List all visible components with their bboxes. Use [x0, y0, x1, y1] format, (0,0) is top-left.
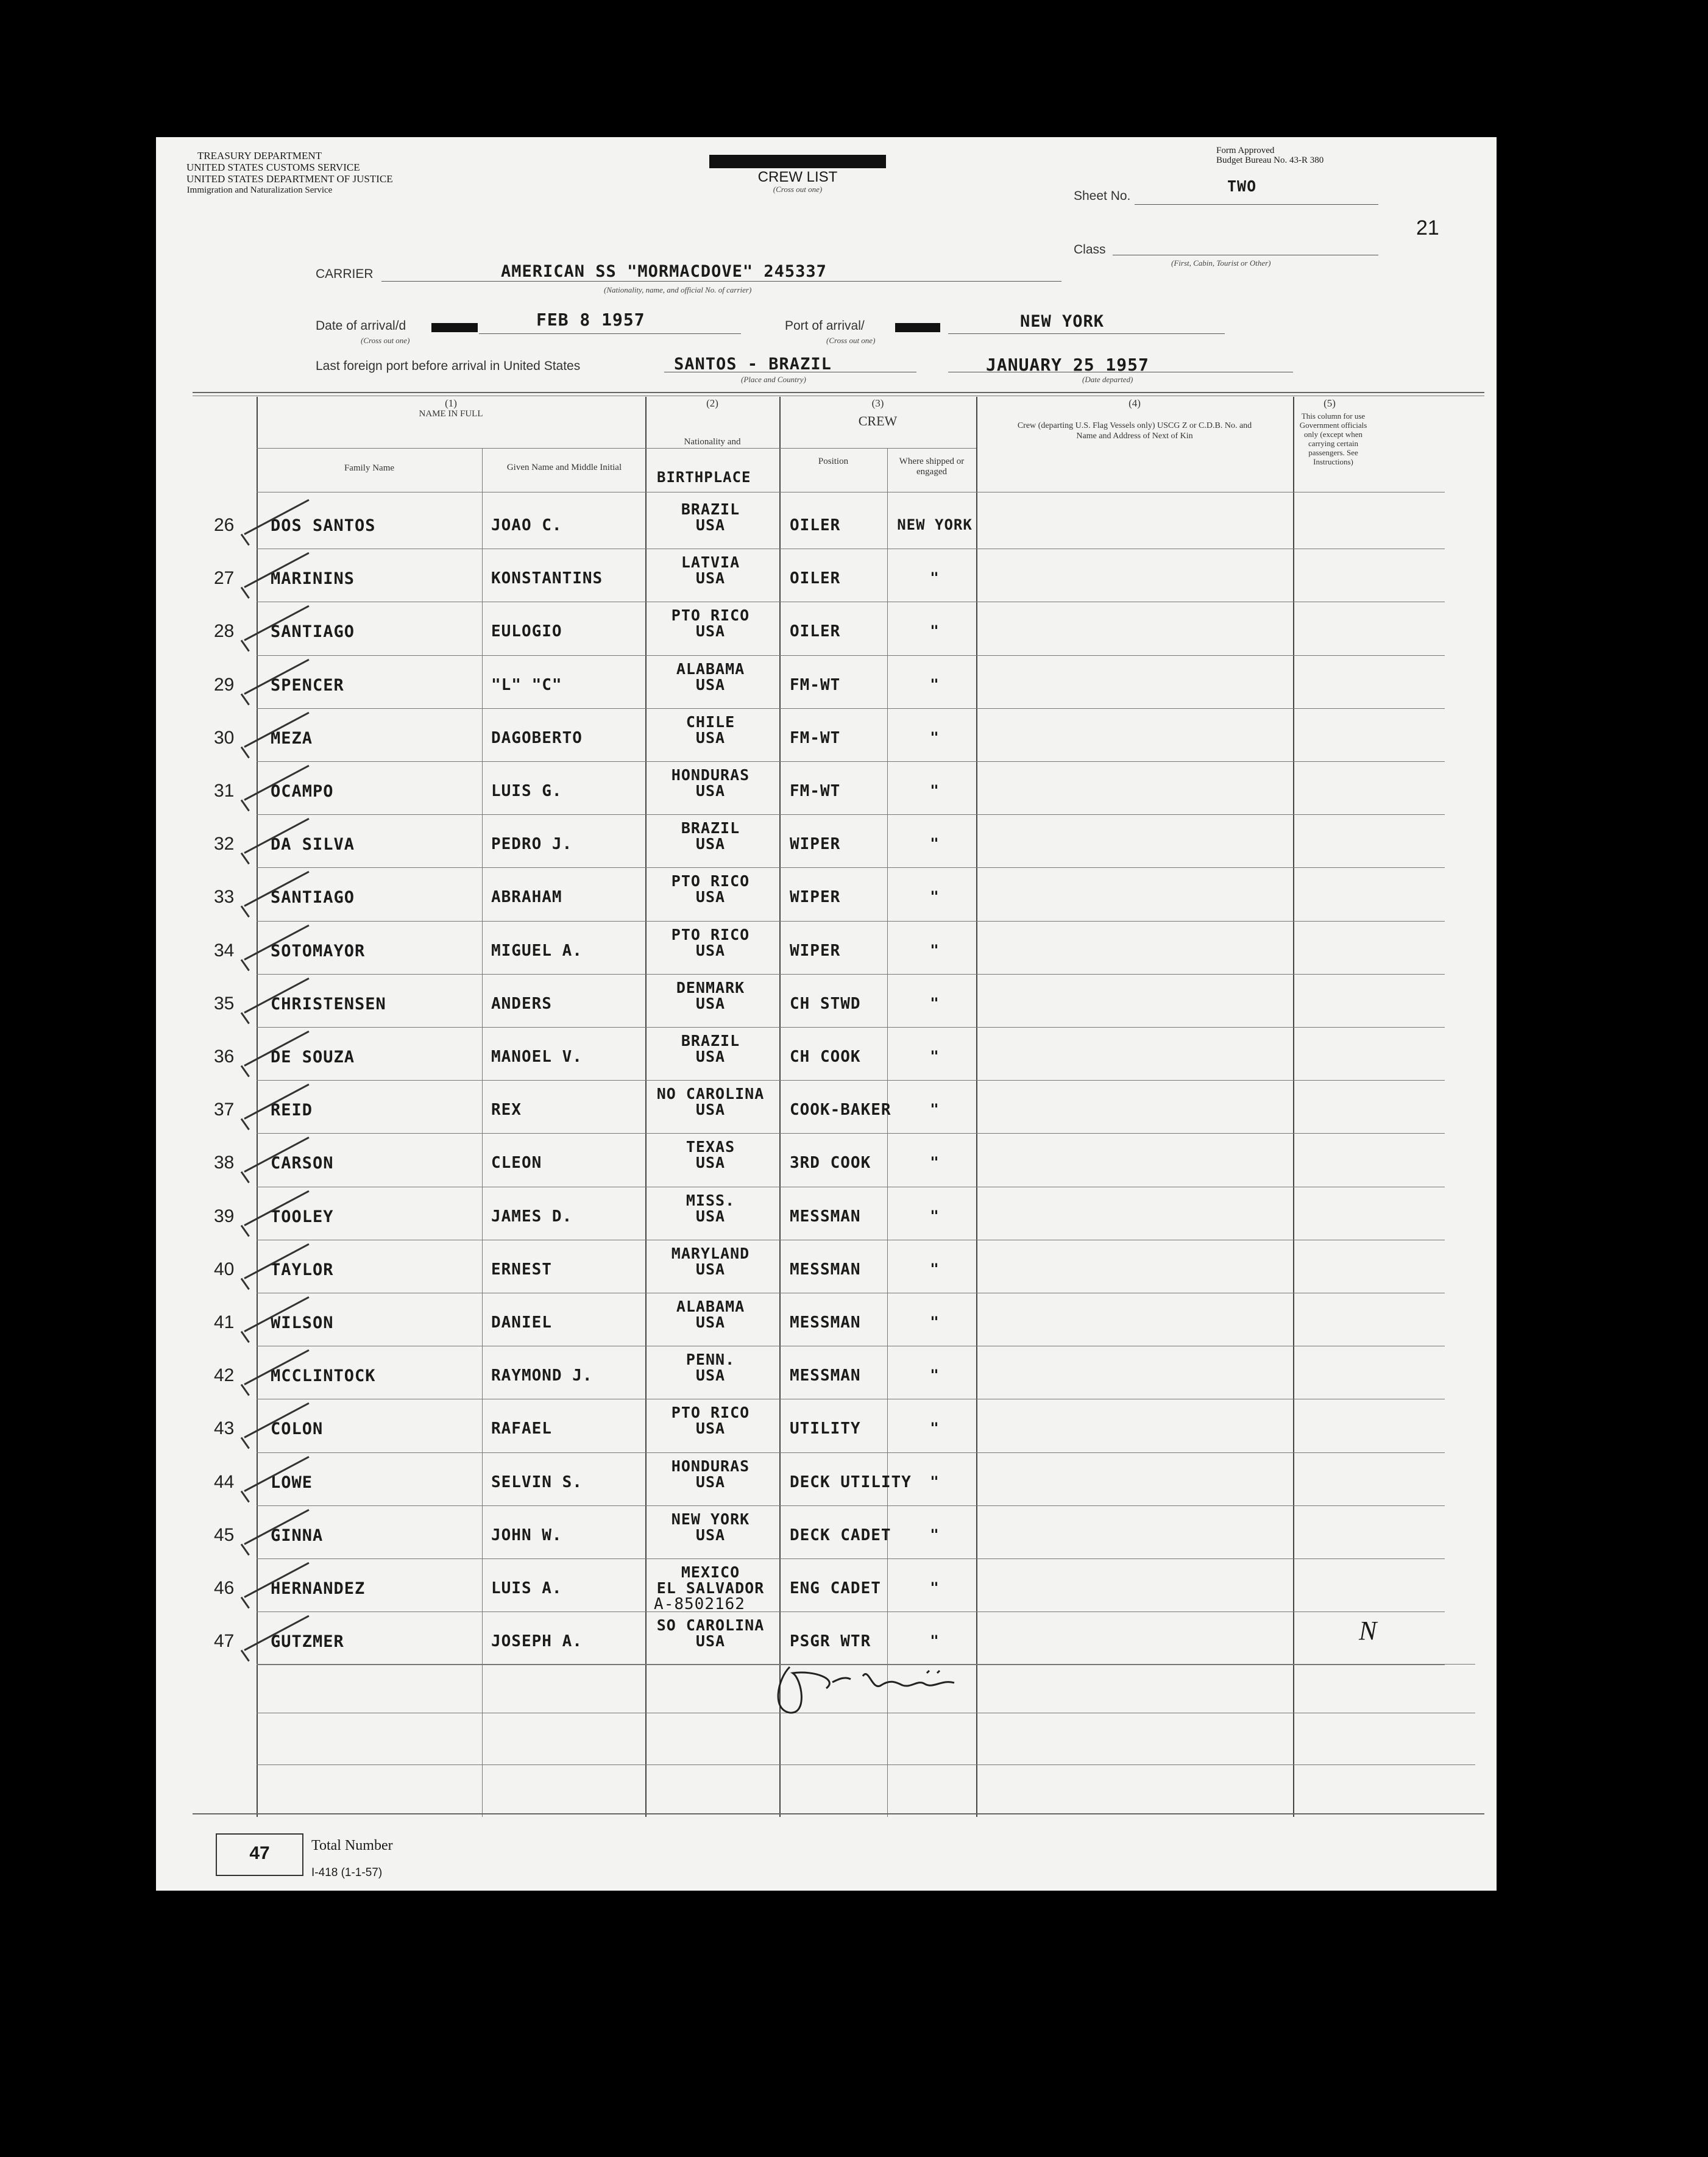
given-name-cell: SELVIN S.: [491, 1473, 583, 1491]
arrival-date-value: FEB 8 1957: [536, 310, 645, 330]
sheet-label: Sheet No.: [1074, 189, 1131, 203]
given-name-cell: ANDERS: [491, 994, 552, 1013]
cross-out-note: (Cross out one): [361, 336, 410, 345]
row-number: 35: [214, 993, 235, 1014]
blank-row-rule: [257, 1764, 1475, 1765]
where-shipped-cell: ": [930, 994, 940, 1012]
nationality-cell: ALABAMA: [676, 1298, 745, 1315]
check-mark: [241, 1224, 250, 1237]
check-mark: [241, 640, 250, 652]
col4-number: (4): [1129, 397, 1141, 409]
position-cell: PSGR WTR: [790, 1632, 871, 1651]
position-cell: WIPER: [790, 941, 841, 960]
where-shipped-cell: ": [930, 1101, 940, 1118]
col2-title: Nationality and: [684, 437, 741, 447]
port-label: Port of arrival/: [785, 319, 865, 333]
agency-line: UNITED STATES CUSTOMS SERVICE: [186, 162, 360, 173]
position-cell: DECK CADET: [790, 1526, 891, 1544]
row-rule: [257, 655, 1445, 656]
check-mark: [241, 959, 250, 971]
row-number: 44: [214, 1471, 235, 1492]
sheet-underline: [1135, 204, 1378, 205]
position-cell: CH STWD: [790, 994, 861, 1013]
birthplace-cell: USA: [695, 1313, 726, 1331]
check-mark: [241, 1437, 250, 1449]
birthplace-cell: USA: [695, 1632, 726, 1651]
position-cell: 3RD COOK: [790, 1154, 871, 1173]
cross-out-note: (Cross out one): [826, 336, 876, 345]
check-mark: [241, 1012, 250, 1024]
given-name-cell: CLEON: [491, 1154, 542, 1173]
alien-number-cell: A-8502162: [654, 1595, 745, 1613]
agency-line: UNITED STATES DEPARTMENT OF JUSTICE: [186, 173, 393, 185]
form-number: I-418 (1-1-57): [311, 1866, 383, 1879]
nationality-cell: HONDURAS: [671, 1457, 750, 1475]
family-name-cell: SPENCER: [271, 675, 344, 695]
col-divider: [976, 397, 977, 1817]
where-shipped-cell: ": [930, 1048, 940, 1065]
birthplace-cell: USA: [695, 1260, 726, 1278]
nationality-cell: BRAZIL: [681, 500, 740, 518]
where-shipped-cell: ": [930, 1260, 940, 1277]
given-name-cell: JOSEPH A.: [491, 1632, 583, 1651]
family-name-cell: OCAMPO: [271, 782, 334, 801]
position-cell: CH COOK: [790, 1048, 861, 1066]
nationality-cell: CHILE: [686, 712, 735, 731]
nationality-cell: PENN.: [686, 1351, 735, 1369]
form-approval: [1216, 146, 1324, 165]
nationality-cell: LATVIA: [681, 553, 740, 572]
position-cell: WIPER: [790, 835, 841, 854]
col-divider: [257, 397, 258, 1817]
given-name-cell: LUIS G.: [491, 782, 562, 800]
signature: [765, 1655, 966, 1722]
given-name-cell: JOHN W.: [491, 1526, 562, 1544]
row-number: 45: [214, 1524, 235, 1545]
form-approved-text: Form Approved: [1216, 146, 1275, 155]
where-shipped-cell: ": [930, 1154, 940, 1171]
nationality-cell: TEXAS: [686, 1138, 735, 1156]
family-name-cell: LOWE: [271, 1473, 313, 1492]
row-number: 26: [214, 515, 235, 535]
row-number: 27: [214, 568, 235, 589]
carrier-underline: [381, 281, 1061, 282]
family-name-cell: MARININS: [271, 569, 355, 589]
position-cell: ENG CADET: [790, 1579, 881, 1597]
position-cell: FM-WT: [790, 675, 841, 694]
family-name-cell: DE SOUZA: [271, 1048, 355, 1067]
class-note: (First, Cabin, Tourist or Other): [1171, 258, 1271, 268]
col1-number: (1): [445, 397, 457, 409]
check-mark: [241, 1331, 250, 1343]
check-mark: [241, 1384, 250, 1396]
class-label: Class: [1074, 243, 1106, 257]
col4-title: Crew (departing U.S. Flag Vessels only) USCG Z or C.D.B. No. and Name and Address of Next of Kin: [1017, 421, 1252, 441]
birthplace-cell: USA: [695, 1473, 726, 1491]
birthplace-cell: EL SALVADOR: [656, 1579, 765, 1597]
where-shipped-cell: ": [930, 622, 940, 640]
table-top-rule: [193, 392, 1484, 393]
row-rule: [257, 761, 1445, 762]
family-name-header: Family Name: [344, 463, 395, 473]
total-value: 47: [249, 1843, 270, 1863]
family-name-cell: DOS SANTOS: [271, 516, 376, 535]
redaction-mark: [709, 155, 886, 168]
arrival-underline: [479, 333, 741, 334]
position-cell: FM-WT: [790, 782, 841, 800]
row-number: 31: [214, 781, 235, 801]
row-number: 29: [214, 674, 235, 695]
agency-block: [186, 150, 393, 196]
nationality-cell: NEW YORK: [671, 1510, 750, 1528]
birthplace-cell: USA: [695, 994, 726, 1012]
given-name-cell: LUIS A.: [491, 1579, 562, 1597]
check-mark: [241, 1171, 250, 1184]
given-name-cell: JOAO C.: [491, 516, 562, 535]
given-name-cell: RAYMOND J.: [491, 1366, 593, 1385]
position-cell: COOK-BAKER: [790, 1101, 891, 1120]
row-number: 38: [214, 1153, 235, 1173]
where-shipped-cell: ": [930, 728, 940, 746]
given-name-cell: RAFAEL: [491, 1420, 552, 1438]
family-name-cell: CARSON: [271, 1154, 334, 1173]
position-cell: OILER: [790, 516, 841, 535]
row-rule: [257, 921, 1445, 922]
col5-title: This column for use Government officials only (except when carrying certain passengers. See Instructions): [1299, 411, 1367, 466]
carrier-label: CARRIER: [316, 267, 374, 281]
last-port-label: Last foreign port before arrival in United States: [316, 359, 581, 373]
row-rule: [257, 708, 1445, 709]
row-number: 34: [214, 940, 235, 961]
nationality-cell: DENMARK: [676, 978, 745, 997]
check-mark: [241, 1543, 250, 1555]
where-shipped-cell: ": [930, 888, 940, 906]
sheet-value: TWO: [1227, 177, 1257, 195]
departed-value: JANUARY 25 1957: [986, 355, 1149, 375]
port-underline: [948, 333, 1225, 334]
row-number: 32: [214, 834, 235, 855]
nationality-cell: PTO RICO: [671, 606, 750, 625]
row-rule: [257, 1558, 1445, 1559]
check-mark: [241, 534, 250, 546]
family-name-cell: SANTIAGO: [271, 622, 355, 642]
row-number: 37: [214, 1100, 235, 1120]
col3-number: (3): [871, 397, 884, 409]
row-rule: [257, 867, 1445, 868]
row-number: 39: [214, 1206, 235, 1226]
total-label: Total Number: [311, 1838, 393, 1853]
page-number: 21: [1416, 216, 1439, 240]
where-shipped-cell: ": [930, 1579, 940, 1596]
birthplace-cell: USA: [695, 1048, 726, 1065]
row-number: 43: [214, 1418, 235, 1439]
where-shipped-cell: ": [930, 1420, 940, 1437]
row-rule: [257, 1505, 1445, 1506]
nationality-cell: MISS.: [686, 1191, 735, 1209]
where-shipped-cell: ": [930, 569, 940, 587]
family-name-cell: SANTIAGO: [271, 888, 355, 908]
budget-bureau-text: Budget Bureau No. 43-R 380: [1216, 155, 1324, 165]
header-rule: [257, 448, 976, 449]
birthplace-cell: USA: [695, 1207, 726, 1225]
where-shipped-cell: ": [930, 941, 940, 959]
family-name-cell: DA SILVA: [271, 835, 355, 855]
family-name-cell: GUTZMER: [271, 1632, 344, 1652]
position-cell: MESSMAN: [790, 1207, 861, 1226]
nationality-cell: BRAZIL: [681, 1032, 740, 1050]
last-port-note: (Place and Country): [741, 375, 806, 384]
agency-line: Immigration and Naturalization Service: [186, 185, 333, 195]
col5-number: (5): [1324, 397, 1336, 409]
where-shipped-cell: ": [930, 1473, 940, 1490]
row-number: 41: [214, 1312, 235, 1332]
check-mark: [241, 800, 250, 812]
position-cell: OILER: [790, 569, 841, 588]
row-number: 28: [214, 621, 235, 642]
birthplace-cell: USA: [695, 622, 726, 641]
row-rule: [257, 974, 1445, 975]
check-mark: [241, 906, 250, 918]
family-name-cell: COLON: [271, 1420, 324, 1439]
check-mark: [241, 1597, 250, 1609]
birthplace-cell: USA: [695, 1154, 726, 1172]
nationality-cell: PTO RICO: [671, 925, 750, 943]
where-shipped-cell: ": [930, 1526, 940, 1543]
position-cell: OILER: [790, 622, 841, 641]
arrival-date-label: Date of arrival/d: [316, 319, 406, 333]
col2-number: (2): [706, 397, 718, 409]
row-number: 36: [214, 1047, 235, 1067]
birthplace-cell: USA: [695, 941, 726, 959]
family-name-cell: MCCLINTOCK: [271, 1366, 376, 1386]
check-mark: [241, 1650, 250, 1662]
col-divider: [1293, 397, 1294, 1817]
where-shipped-cell: ": [930, 1366, 940, 1384]
col1-title: NAME IN FULL: [419, 409, 483, 419]
family-name-cell: WILSON: [271, 1313, 334, 1332]
given-name-cell: JAMES D.: [491, 1207, 573, 1226]
nationality-cell: PTO RICO: [671, 872, 750, 890]
check-mark: [241, 587, 250, 599]
given-name-cell: "L" "C": [491, 675, 562, 694]
crew-list-form: [156, 137, 1497, 1891]
row-number: 47: [214, 1631, 235, 1652]
birthplace-cell: USA: [695, 888, 726, 906]
where-shipped-cell: ": [930, 782, 940, 799]
given-name-cell: MIGUEL A.: [491, 941, 583, 960]
check-mark: [241, 1277, 250, 1290]
official-annotation: N: [1359, 1616, 1377, 1646]
birthplace-cell: USA: [695, 1526, 726, 1544]
row-rule: [257, 1133, 1445, 1134]
carrier-value: AMERICAN SS "MORMACDOVE" 245337: [501, 262, 827, 281]
where-shipped-cell: ": [930, 835, 940, 853]
where-shipped-cell: ": [930, 675, 940, 693]
birthplace-cell: USA: [695, 1101, 726, 1119]
form-title: CREW LIST: [757, 169, 838, 185]
position-cell: MESSMAN: [790, 1366, 861, 1385]
carrier-note: (Nationality, name, and official No. of carrier): [604, 285, 752, 294]
where-shipped-cell: ": [930, 1632, 940, 1650]
given-name-cell: EULOGIO: [491, 622, 562, 641]
given-name-cell: KONSTANTINS: [491, 569, 603, 588]
check-mark: [241, 1490, 250, 1502]
family-name-cell: GINNA: [271, 1526, 324, 1545]
nationality-cell: HONDURAS: [671, 766, 750, 784]
row-rule: [257, 814, 1445, 815]
given-name-cell: REX: [491, 1101, 522, 1120]
birthplace-cell: USA: [695, 675, 726, 694]
birthplace-cell: USA: [695, 782, 726, 800]
nationality-cell: PTO RICO: [671, 1404, 750, 1422]
birthplace-cell: USA: [695, 728, 726, 747]
row-number: 42: [214, 1365, 235, 1386]
given-name-cell: MANOEL V.: [491, 1048, 583, 1066]
family-name-cell: REID: [271, 1101, 313, 1120]
col3-title: CREW: [858, 413, 898, 428]
family-name-cell: SOTOMAYOR: [271, 941, 366, 961]
check-mark: [241, 693, 250, 705]
col2-birthplace: BIRTHPLACE: [657, 469, 751, 486]
where-shipped-cell: ": [930, 1313, 940, 1331]
position-cell: DECK UTILITY: [790, 1473, 912, 1491]
redaction-mark: [895, 323, 940, 332]
birthplace-cell: USA: [695, 835, 726, 853]
position-cell: MESSMAN: [790, 1260, 861, 1279]
last-port-value: SANTOS - BRAZIL: [674, 355, 832, 374]
position-cell: WIPER: [790, 888, 841, 907]
row-number: 40: [214, 1259, 235, 1279]
family-name-cell: HERNANDEZ: [271, 1579, 366, 1598]
row-number: 46: [214, 1578, 235, 1598]
check-mark: [241, 1118, 250, 1131]
family-name-cell: CHRISTENSEN: [271, 994, 386, 1014]
row-number: 33: [214, 887, 235, 908]
nationality-cell: MARYLAND: [671, 1244, 750, 1262]
where-shipped-cell: NEW YORK: [897, 516, 973, 533]
check-mark: [241, 746, 250, 758]
nationality-cell: MEXICO: [681, 1563, 740, 1581]
where-header: Where shipped or engaged: [899, 457, 965, 477]
birthplace-cell: USA: [695, 569, 726, 588]
nationality-cell: SO CAROLINA: [656, 1616, 765, 1635]
given-name-cell: DANIEL: [491, 1313, 552, 1332]
given-name-cell: ABRAHAM: [491, 888, 562, 907]
nationality-cell: ALABAMA: [676, 659, 745, 678]
check-mark: [241, 853, 250, 865]
port-value: NEW YORK: [1020, 312, 1105, 331]
col-divider: [779, 397, 781, 1817]
departed-note: (Date departed): [1082, 375, 1133, 384]
given-name-cell: PEDRO J.: [491, 835, 573, 854]
nationality-cell: BRAZIL: [681, 819, 740, 837]
row-number: 30: [214, 727, 235, 748]
position-cell: UTILITY: [790, 1420, 861, 1438]
family-name-cell: MEZA: [271, 728, 313, 748]
given-name-cell: ERNEST: [491, 1260, 552, 1279]
position-cell: FM-WT: [790, 728, 841, 747]
total-box: [216, 1833, 303, 1876]
row-rule: [257, 1080, 1445, 1081]
table-bottom-rule: [193, 1813, 1484, 1814]
title-note: (Cross out one): [773, 185, 823, 194]
row-rule: [257, 1452, 1445, 1453]
given-name-cell: DAGOBERTO: [491, 728, 583, 747]
nationality-cell: NO CAROLINA: [656, 1085, 765, 1103]
birthplace-cell: USA: [695, 1366, 726, 1385]
family-name-cell: TAYLOR: [271, 1260, 334, 1279]
row-rule: [257, 1027, 1445, 1028]
given-name-header: Given Name and Middle Initial: [506, 463, 622, 472]
position-cell: MESSMAN: [790, 1313, 861, 1332]
check-mark: [241, 1065, 250, 1078]
birthplace-cell: USA: [695, 516, 726, 534]
redaction-mark: [431, 323, 478, 332]
birthplace-cell: USA: [695, 1420, 726, 1438]
agency-line: TREASURY DEPARTMENT: [197, 150, 322, 162]
where-shipped-cell: ": [930, 1207, 940, 1224]
position-header: Position: [818, 457, 849, 466]
family-name-cell: TOOLEY: [271, 1207, 334, 1226]
